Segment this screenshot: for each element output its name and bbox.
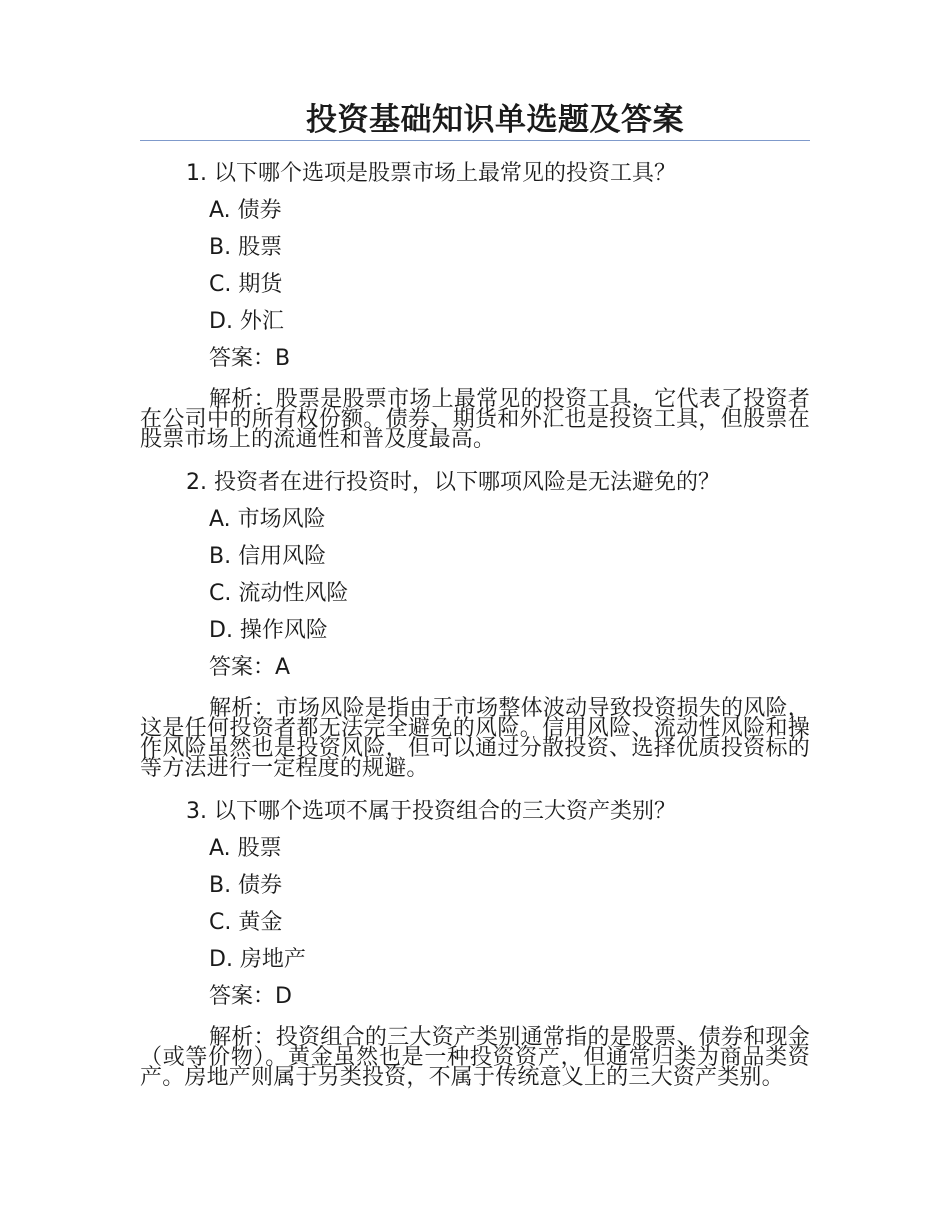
option-a: A. 市场风险 <box>209 507 326 532</box>
question-stem: 2. 投资者在进行投资时，以下哪项风险是无法避免的？ <box>186 470 720 495</box>
question-block-1 <box>140 155 810 450</box>
option-d: D. 外汇 <box>209 309 284 334</box>
explanation-paragraph: 解析：投资组合的三大资产类别通常指的是股票、债券和现金（或等价物）。黄金虽然也是一种投资资产，但通常归类为商品类资产。房地产则属于另类投资，不属于传统意义上的三大资产类别。 <box>140 1025 810 1090</box>
explanation-paragraph: 解析：市场风险是指由于市场整体波动导致投资损失的风险，这是任何投资者都无法完全避免的风险。信用风险、流动性风险和操作风险虽然也是投资风险，但可以通过分散投资、选择优质投资标的等方法进行一定程度的规避。 <box>140 696 810 781</box>
option-b: B. 股票 <box>209 235 283 260</box>
option-a: A. 股票 <box>209 836 282 861</box>
option-c: C. 期货 <box>209 272 283 297</box>
page-title: 投资基础知识单选题及答案 <box>306 102 684 138</box>
option-a: A. 债券 <box>209 198 282 223</box>
option-b: B. 债券 <box>209 873 283 898</box>
answer-line: 答案：A <box>209 655 291 680</box>
answer-line: 答案：B <box>209 346 291 371</box>
option-c: C. 流动性风险 <box>209 581 349 606</box>
option-d: D. 操作风险 <box>209 618 328 643</box>
question-block-3 <box>140 793 810 1088</box>
question-stem: 3. 以下哪个选项不属于投资组合的三大资产类别？ <box>186 799 676 824</box>
explanation-paragraph: 解析：股票是股票市场上最常见的投资工具，它代表了投资者在公司中的所有权份额。债券、期货和外汇也是投资工具，但股票在股票市场上的流通性和普及度最高。 <box>140 387 810 452</box>
option-b: B. 信用风险 <box>209 544 327 569</box>
question-block-2 <box>140 464 810 779</box>
document-page <box>140 100 810 1092</box>
title-underline <box>140 140 810 141</box>
question-stem: 1. 以下哪个选项是股票市场上最常见的投资工具？ <box>186 161 676 186</box>
answer-line: 答案：D <box>209 984 292 1009</box>
option-c: C. 黄金 <box>209 910 283 935</box>
option-d: D. 房地产 <box>209 947 306 972</box>
